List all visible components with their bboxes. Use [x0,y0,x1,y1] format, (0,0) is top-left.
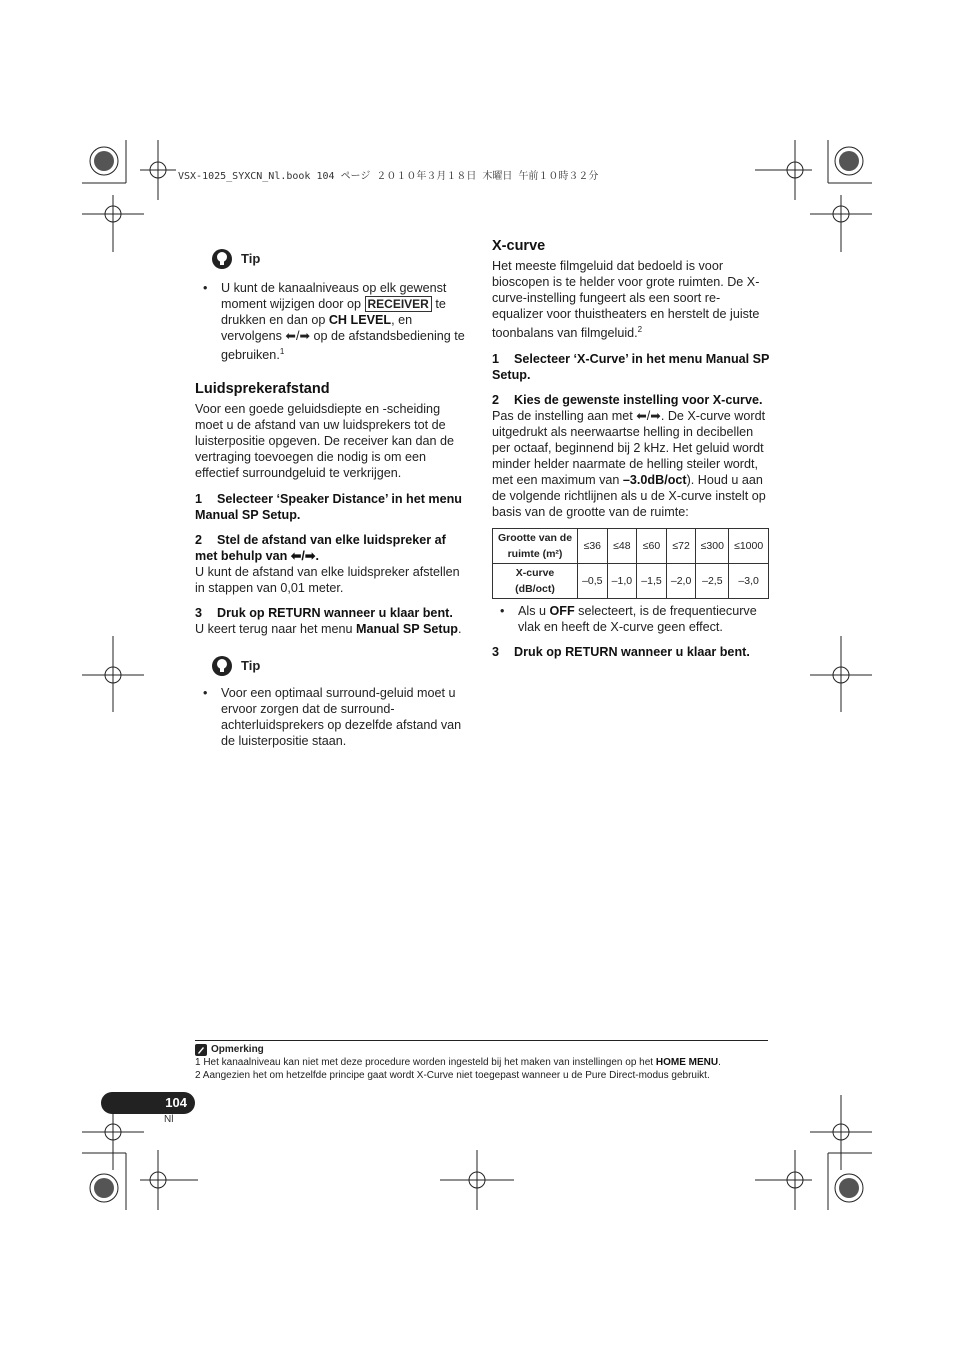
table-cell: –1,5 [637,564,667,599]
table-cell: –2,5 [696,564,729,599]
tip-text: U kunt de kanaalniveaus op elk gewenst moment wijzigen door op RECEIVER te drukken en dan op CH LEVEL, en vervolgens ⬅/➡ op de afstandsbediening te gebruiken.$^1$ [221,281,465,363]
lightbulb-icon [211,248,233,270]
tip-heading-2 [211,655,470,677]
language-code: Nl [164,1114,174,1125]
step-2-body: U kunt de afstand van elke luidspreker afstellen in stappen van 0,01 meter. [195,565,460,596]
receiver-key: RECEIVER [365,296,432,312]
step-3: 3 Druk op RETURN wanneer u klaar bent. [195,606,453,621]
table-head-xcurve: X-curve (dB/oct) [493,564,578,599]
footnote-2: 2 Aangezien het om hetzelfde principe gaat wordt X-Curve niet toegepast wanneer u de Pure Direct-modus gebruikt. [195,1070,710,1081]
bullet-dot: • [500,604,505,619]
left-column [195,248,470,749]
table-cell: –2,0 [666,564,696,599]
step-2-body: Pas de instelling aan met ⬅/➡. De X-curve wordt uitgedrukt als neerwaartse helling in decibellen per octaaf, beginnend bij 2 kHz. Het geluid wordt minder helder naarmate de helling steiler wordt, met een maximum van –3.0dB/oct). Houd u aan de volgende richtlijnen als u de X-curve instelt op basis van de grootte van de ruimte: [492,409,766,520]
table-row [493,564,769,599]
note-icon [195,1044,207,1056]
off-note [492,603,770,635]
bullet-dot: • [203,281,208,295]
table-cell: –3,0 [729,564,769,599]
tip-heading [211,248,470,270]
section-intro: Voor een goede geluidsdiepte en -scheiding moet u de afstand van uw luidsprekers tot de luisterpositie opgeven. De receiver kan dan de vertraging toevoegen die nodig is om een effectief surroundgeluid te verkrijgen. [195,402,455,481]
footnote-heading [195,1043,768,1056]
tip-title: Tip [241,251,261,266]
table-cell: ≤36 [578,529,608,564]
table-head-size: Grootte van de ruimte (m²) [493,529,578,564]
footnotes [195,1040,768,1082]
step-1: 1 Selecteer ‘X-Curve’ in het menu Manual SP Setup. [492,352,770,383]
tip-title: Tip [241,658,261,674]
bullet-dot: • [203,686,208,701]
table-cell: –1,0 [607,564,637,599]
table-cell: ≤300 [696,529,729,564]
off-note-text: Als u OFF selecteert, is de frequentiecurve vlak en heeft de X-curve geen effect. [518,604,757,635]
x-curve-table [492,528,769,599]
step-3-body: U keert terug naar het menu Manual SP Setup. [195,622,462,637]
tip-bullet-2 [195,685,470,749]
table-cell: –0,5 [578,564,608,599]
step-1: 1 Selecteer ‘Speaker Distance’ in het menu Manual SP Setup. [195,492,462,523]
footnote-title: Opmerking [211,1044,264,1055]
table-cell: ≤72 [666,529,696,564]
book-header: VSX-1025_SYXCN_Nl.book 104 ページ ２０１０年３月１８日 木曜日 午前１０時３２分 [178,171,599,182]
section-title-x-curve: X-curve [492,238,546,254]
tip-text-2: Voor een optimaal surround-geluid moet u ervoor zorgen dat de surround-achterluidsprekers op dezelfde afstand van de luisterpositie staan. [221,686,462,749]
x-curve-intro: Het meeste filmgeluid dat bedoeld is voor bioscopen is te helder voor grote ruimten. De X-curve-instelling fungeert als een soort re-equalizer voor thuistheaters en herstelt de juiste toonbalans van filmgeluid.$^2$ [492,259,760,341]
lightbulb-icon [211,655,233,677]
step-2: 2 Stel de afstand van elke luidspreker af met behulp van ⬅/➡. [195,533,446,564]
page-number: 104 [101,1092,195,1114]
step-3: 3 Druk op RETURN wanneer u klaar bent. [492,645,750,660]
table-cell: ≤1000 [729,529,769,564]
table-row [493,529,769,564]
right-column [492,238,770,660]
step-2: 2 Kies de gewenste instelling voor X-curve. [492,393,763,408]
section-title-luidsprekerafstand: Luidsprekerafstand [195,381,330,398]
footnote-1: 1 Het kanaalniveau kan niet met deze procedure worden ingesteld bij het maken van instellingen op het HOME MENU. [195,1057,721,1068]
tip-bullet [195,280,470,363]
table-cell: ≤48 [607,529,637,564]
table-cell: ≤60 [637,529,667,564]
